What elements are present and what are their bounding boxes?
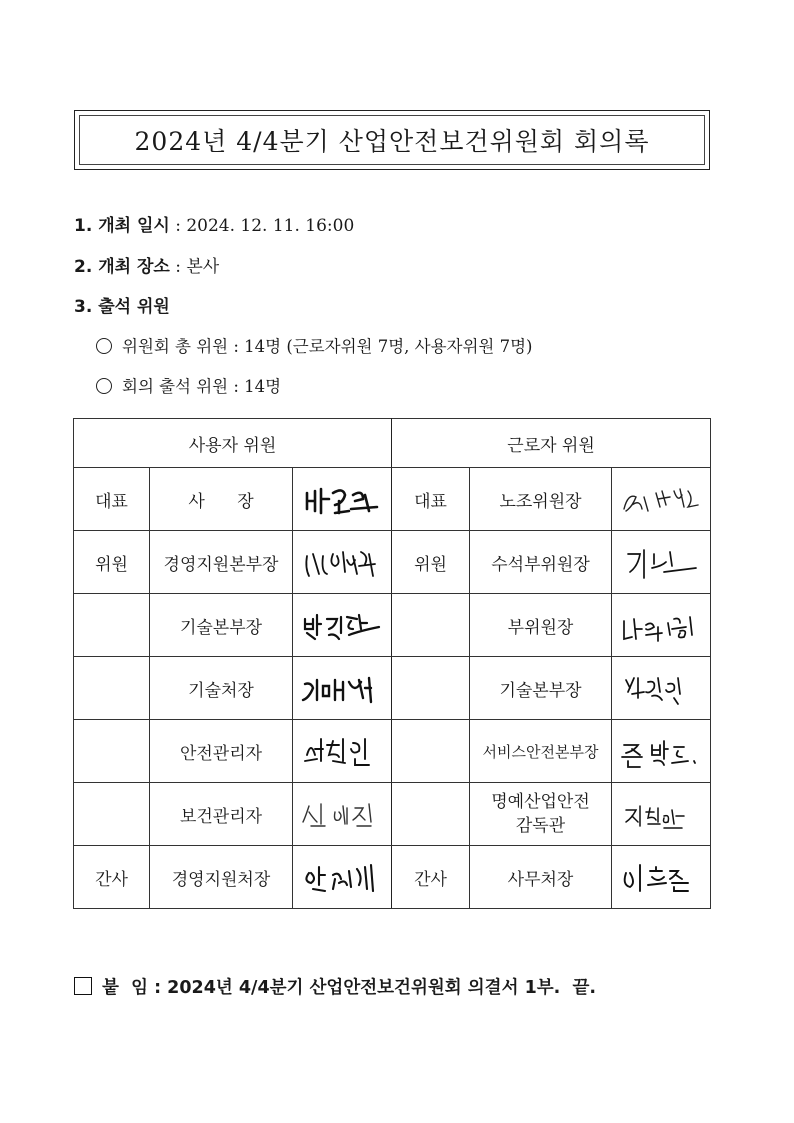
worker-role [392,720,470,783]
employer-role [74,720,150,783]
signature [293,531,392,594]
datetime-value: : 2024. 12. 11. 16:00 [169,216,355,236]
employer-members-header: 사용자 위원 [74,419,392,468]
signature [612,720,711,783]
employer-role [74,594,150,657]
attending-members-text: 회의 출석 위원 : 14명 [122,377,282,396]
attachment-note [74,974,596,999]
signature [612,657,711,720]
signature [612,846,711,909]
table-row [74,594,711,657]
signature [612,531,711,594]
total-members-line [96,333,532,357]
employer-title: 경영지원처장 [150,846,293,909]
employer-role: 위원 [74,531,150,594]
meeting-place [74,252,219,277]
employer-role [74,783,150,846]
place-label: 2. 개최 장소 [74,257,170,277]
attachment-text: 붙 임 : 2024년 4/4분기 산업안전보건위원회 의결서 1부. 끝. [102,978,597,998]
attendance-label: 3. 출석 위원 [74,297,170,317]
signature [612,468,711,531]
document-title: 2024년 4/4분기 산업안전보건위원회 회의록 [79,115,705,165]
attending-members-line [96,373,281,397]
signature [293,783,392,846]
place-value: : 본사 [169,257,220,277]
checkbox-square-icon [74,977,92,995]
table-row [74,468,711,531]
employer-title: 기술본부장 [150,594,293,657]
signature [612,594,711,657]
employer-role: 간사 [74,846,150,909]
attendance-heading [74,292,170,317]
worker-title: 서비스안전본부장 [470,720,612,783]
employer-role: 대표 [74,468,150,531]
worker-title: 기술본부장 [470,657,612,720]
employer-title: 안전관리자 [150,720,293,783]
meeting-datetime [74,211,354,236]
signature [293,657,392,720]
table-row [74,531,711,594]
employer-role [74,657,150,720]
worker-title: 부위원장 [470,594,612,657]
table-row [74,846,711,909]
worker-role: 대표 [392,468,470,531]
signature [293,468,392,531]
worker-role [392,783,470,846]
worker-role [392,657,470,720]
signature [293,846,392,909]
worker-title: 노조위원장 [470,468,612,531]
employer-title: 기술처장 [150,657,293,720]
circle-bullet-icon [96,378,112,394]
worker-title: 사무처장 [470,846,612,909]
worker-title [470,783,612,846]
table-row [74,783,711,846]
total-members-text: 위원회 총 위원 : 14명 (근로자위원 7명, 사용자위원 7명) [122,337,533,356]
signature [612,783,711,846]
table-row [74,657,711,720]
worker-role: 위원 [392,531,470,594]
worker-role: 간사 [392,846,470,909]
worker-title: 수석부위원장 [470,531,612,594]
signature [293,594,392,657]
table-row [74,720,711,783]
worker-title-line-2: 감독관 [515,816,566,836]
employer-title: 경영지원본부장 [150,531,293,594]
datetime-label: 1. 개최 일시 [74,216,170,236]
signature [293,720,392,783]
circle-bullet-icon [96,338,112,354]
title-box [74,110,710,170]
worker-role [392,594,470,657]
worker-title-line-1: 명예산업안전 [491,792,590,812]
attendance-table [73,418,711,909]
worker-members-header: 근로자 위원 [392,419,711,468]
employer-title: 사 장 [150,468,293,531]
table-header-row [74,419,711,468]
employer-title: 보건관리자 [150,783,293,846]
